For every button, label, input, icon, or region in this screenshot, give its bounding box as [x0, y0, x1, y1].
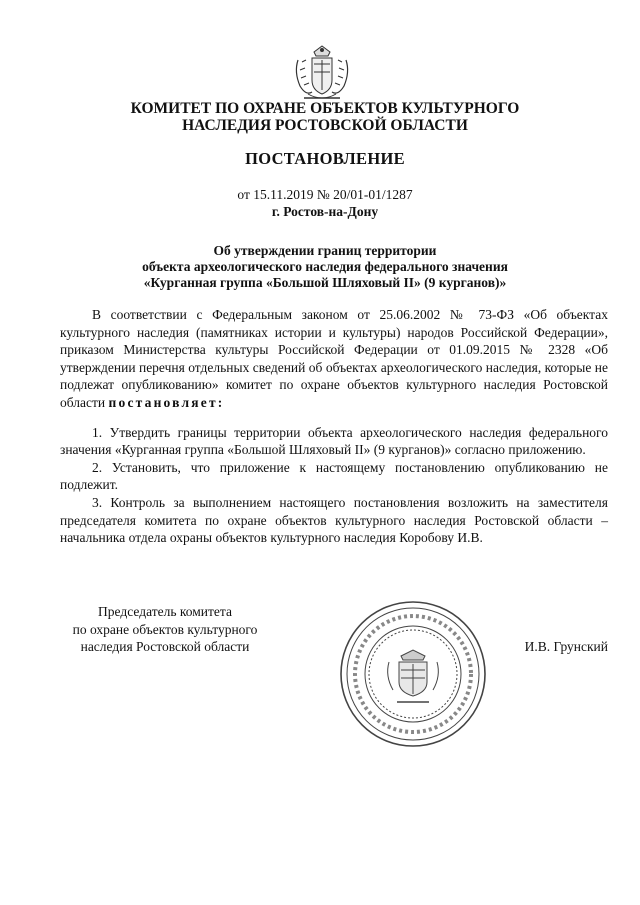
- resolves-word: постановляет:: [108, 394, 225, 410]
- signer-name: И.В. Грунский: [524, 639, 608, 654]
- subject-line-2: объекта археологического наследия федерального значения: [142, 259, 508, 274]
- subject-line-1: Об утверждении границ территории: [213, 243, 437, 258]
- document-date-number: от 15.11.2019 № 20/01-01/1287: [237, 187, 413, 202]
- document-body: [60, 306, 608, 547]
- preamble-paragraph: [60, 306, 608, 412]
- resolution-item-3: 3. Контроль за выполнением настоящего постановления возложить на заместителя председателя комитета по охране объектов культурного наследия Ростовской области – начальника отдела охраны объектов культурного наследия Коробову И.В.: [60, 494, 608, 546]
- official-seal-icon: [337, 598, 489, 750]
- committee-line-2: НАСЛЕДИЯ РОСТОВСКОЙ ОБЛАСТИ: [182, 117, 468, 134]
- committee-name: [60, 100, 590, 134]
- resolution-item-2: 2. Установить, что приложение к настоящему постановлению опубликованию не подлежит.: [60, 459, 608, 493]
- document-type: ПОСТАНОВЛЕНИЕ: [245, 149, 405, 168]
- document-city: г. Ростов-на-Дону: [271, 204, 379, 219]
- signer-title-line-1: Председатель комитета: [98, 604, 232, 619]
- subject-line-3: «Курганная группа «Большой Шляховый II» (9 курганов)»: [143, 275, 507, 290]
- resolution-item-1: 1. Утвердить границы территории объекта археологического наследия федерального значения «Курганная группа «Большой Шляховый II» (9 курганов)» согласно приложению.: [60, 424, 608, 458]
- preamble-text: В соответствии с Федеральным законом от 25.06.2002 № 73-ФЗ «Об объектах культурного наследия (памятниках истории и культуры) народов Российской Федерации», приказом Министерства культуры Российской Федерации от 01.09.2015 № 2328 «Об утверждении перечня отдельных сведений об объектах археологического наследия, которые не подлежат опубликованию» комитет по охране объектов культурного наследия Ростовской области: [60, 307, 608, 410]
- document-subject: [60, 243, 590, 291]
- signer-title: [50, 603, 280, 656]
- committee-line-1: КОМИТЕТ ПО ОХРАНЕ ОБЪЕКТОВ КУЛЬТУРНОГО: [130, 100, 520, 117]
- signer-title-line-2: по охране объектов культурного: [72, 621, 258, 637]
- coat-of-arms-icon: [290, 42, 354, 106]
- signer-title-line-3: наследия Ростовской области: [80, 639, 250, 655]
